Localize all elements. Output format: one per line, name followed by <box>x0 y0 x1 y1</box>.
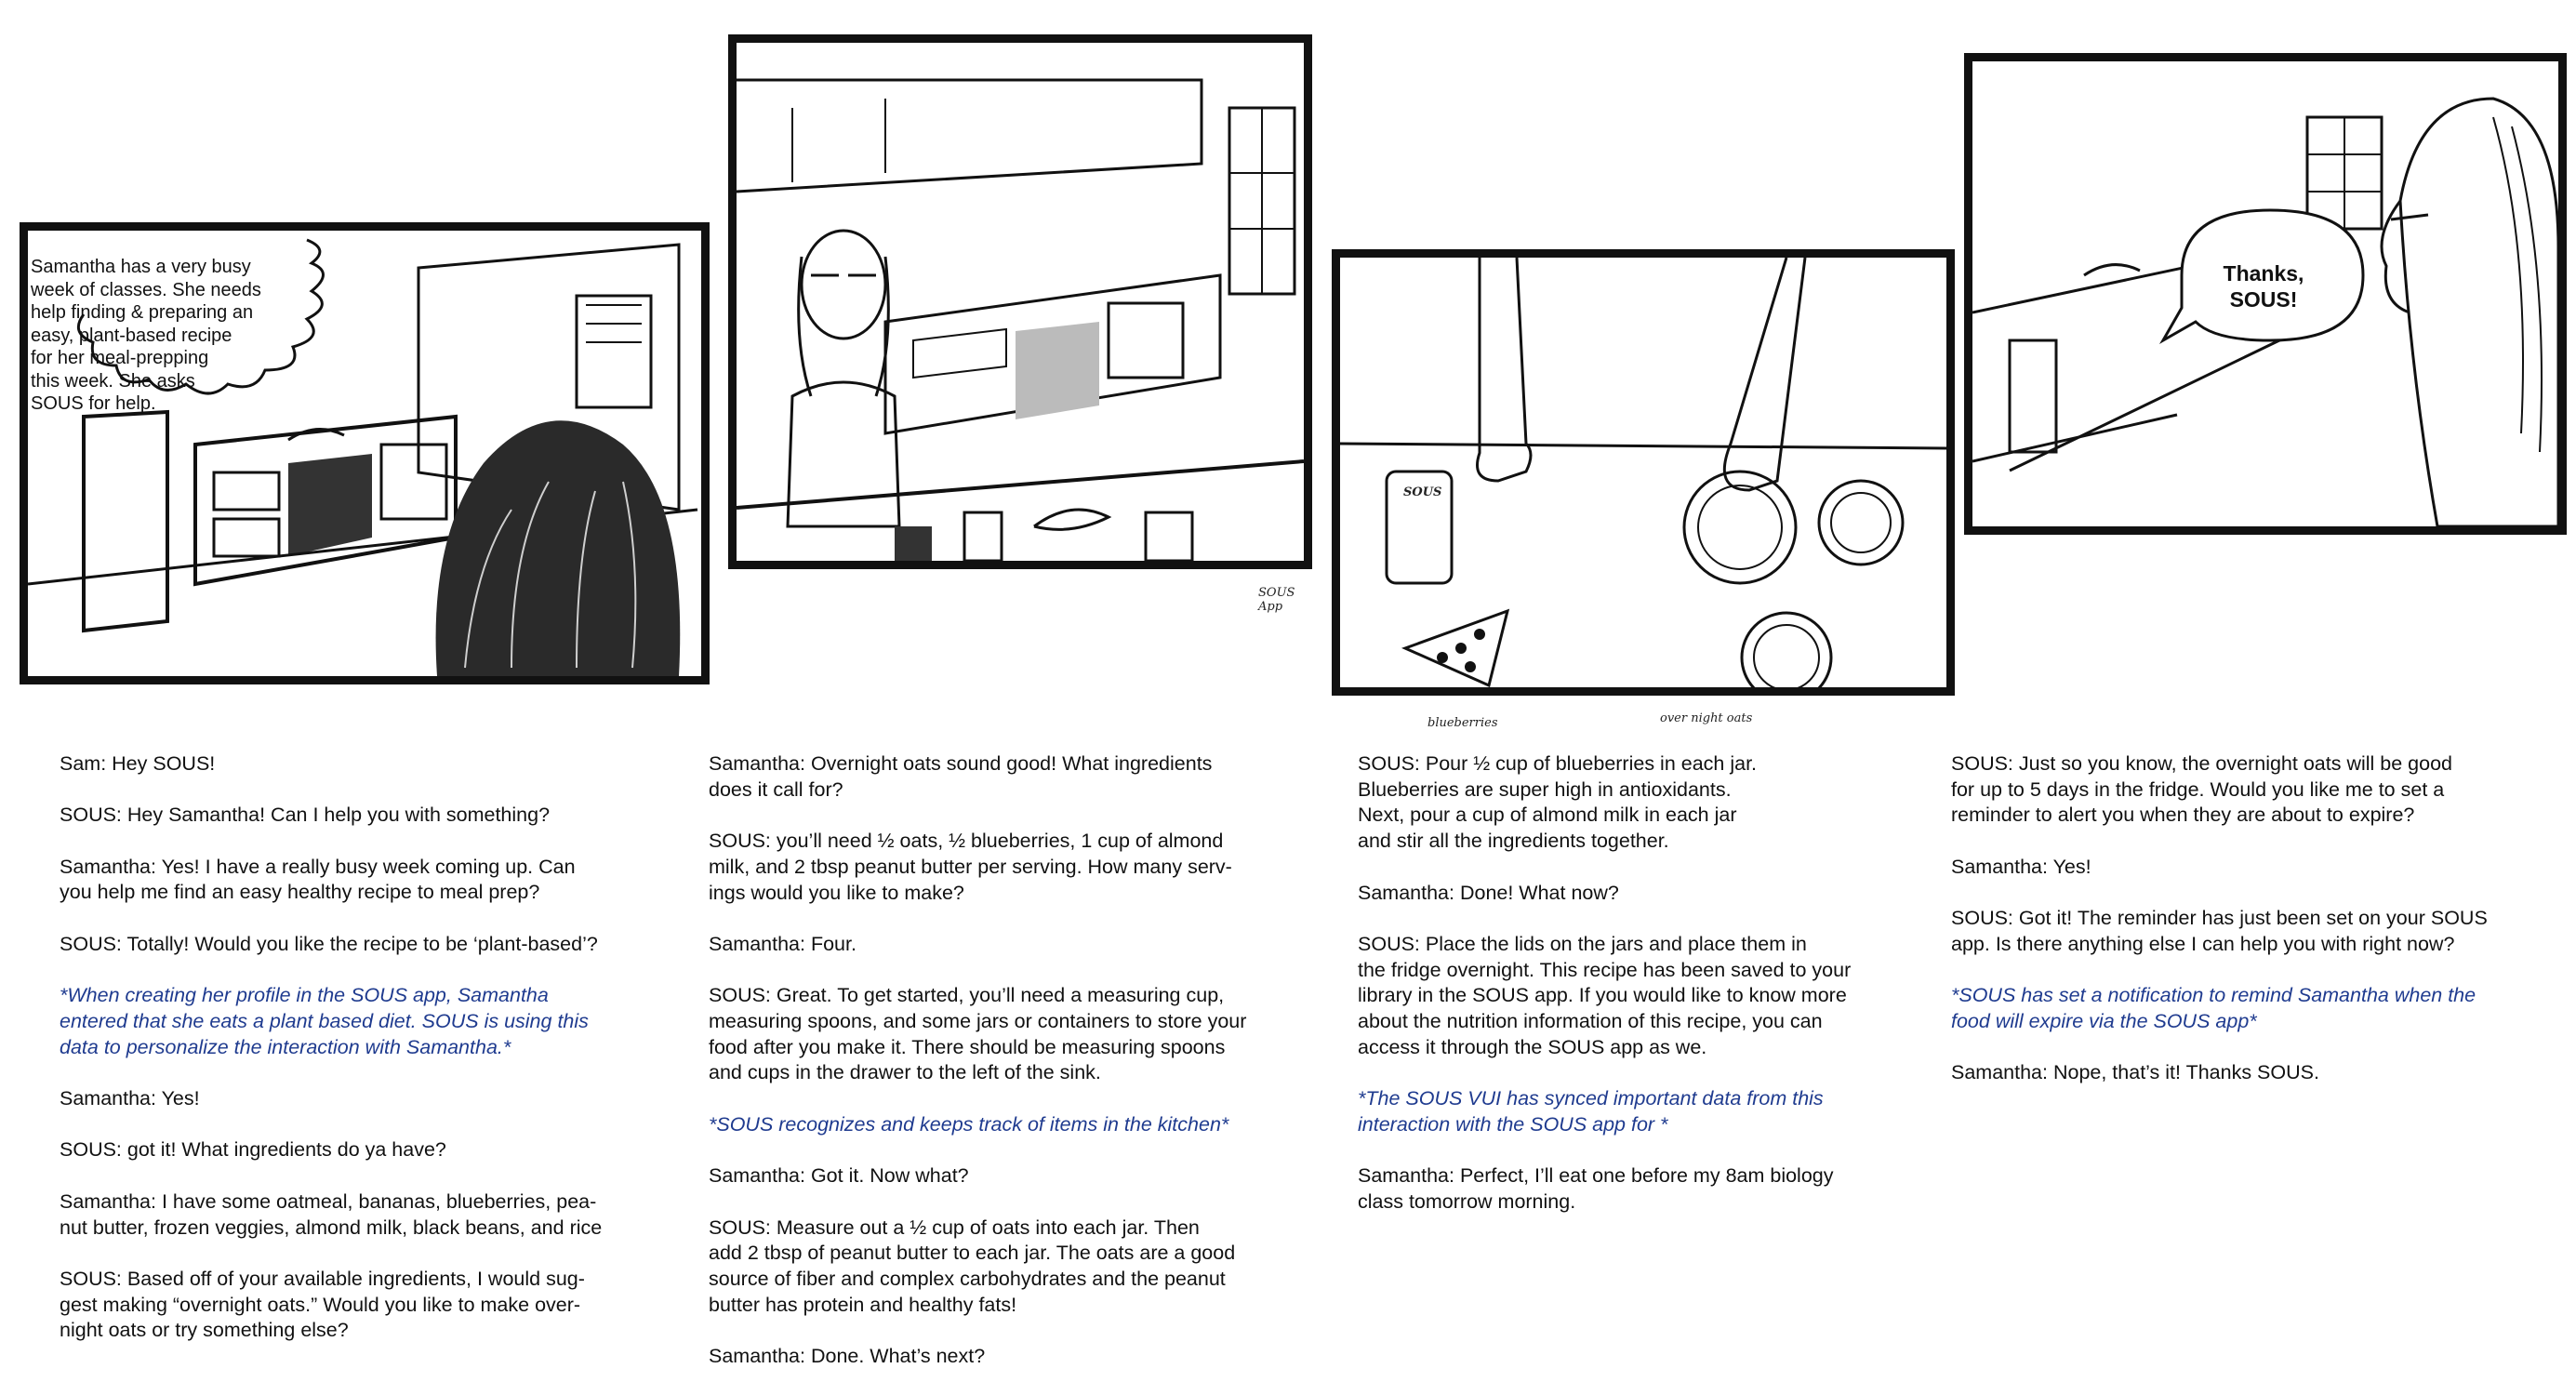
dialogue-line: Samantha: Perfect, I’ll eat one before my 8am biology class tomorrow morning. <box>1358 1164 1834 1213</box>
dialogue-line: Samantha: Yes! <box>60 1087 200 1110</box>
dialogue-line: SOUS: Hey Samantha! Can I help you with something? <box>60 804 551 827</box>
dialogue-column-2 <box>709 751 1304 1395</box>
narration-caption: Samantha has a very busy week of classes. She needs help finding & preparing an easy, plant-based recipe for her meal-prepping this week. She asks SOUS for help. <box>31 257 261 414</box>
speech-bubble-text: Thanks, SOUS! <box>2223 261 2304 312</box>
oats-jars-illustration <box>1340 258 1946 687</box>
dialogue-line: Samantha: Done. What’s next? <box>709 1345 986 1368</box>
system-note: *SOUS has set a notification to remind Samantha when the food will expire via the SOUS app* <box>1951 984 2476 1032</box>
dialogue-line: SOUS: Place the lids on the jars and place them in the fridge overnight. This recipe has been saved to your library in the SOUS app. If you would like to know more about the nutrition information of this recipe, you can access it through the SOUS app as we. <box>1358 932 1852 1058</box>
dialogue-line: SOUS: Great. To get started, you’ll need a measuring cup, measuring spoons, and some jars or containers to store your food after you make it. There should be measuring spoons and cups in the drawer to the left of the sink. <box>709 984 1247 1084</box>
kitchen-prep-illustration <box>737 43 1304 561</box>
dialogue-line: SOUS: got it! What ingredients do ya have? <box>60 1138 446 1162</box>
comic-panel-2 <box>728 34 1312 569</box>
dialogue-column-3 <box>1358 751 1916 1241</box>
dialogue-line: SOUS: Pour ½ cup of blueberries in each jar. Blueberries are super high in antioxidants. Next, pour a cup of almond milk in each jar and stir all the ingredients together. <box>1358 752 1758 853</box>
system-note: *SOUS recognizes and keeps track of items in the kitchen* <box>709 1112 1229 1136</box>
comic-panel-4 <box>1964 53 2567 535</box>
dialogue-line: Sam: Hey SOUS! <box>60 752 216 775</box>
phone-sous-label: SOUS <box>1403 485 1442 499</box>
system-note: *When creating her profile in the SOUS app, Samantha entered that she eats a plant based diet. SOUS is using this data to personalize the interaction with Samantha.* <box>60 984 589 1058</box>
dialogue-column-1 <box>60 751 673 1370</box>
dialogue-line: Samantha: Overnight oats sound good! What ingredients does it call for? <box>709 752 1213 801</box>
dialogue-column-4 <box>1951 751 2546 1112</box>
system-note: *The SOUS VUI has synced important data from this interaction with the SOUS app for * <box>1358 1087 1824 1136</box>
dialogue-line: Samantha: Got it. Now what? <box>709 1164 969 1188</box>
dialogue-line: Samantha: Yes! <box>1951 855 2091 878</box>
sous-app-annotation: SOUS App <box>1258 586 1295 614</box>
dialogue-line: Samantha: Done! What now? <box>1358 881 1619 904</box>
overnight-oats-annotation: over night oats <box>1660 711 1753 725</box>
dialogue-line: Samantha: Nope, that’s it! Thanks SOUS. <box>1951 1061 2319 1084</box>
comic-panel-3 <box>1332 249 1955 696</box>
comic-panel-1 <box>20 222 710 684</box>
dialogue-line: Samantha: I have some oatmeal, bananas, blueberries, pea- nut butter, frozen veggies, almond milk, black beans, and rice <box>60 1189 603 1239</box>
dialogue-line: SOUS: Totally! Would you like the recipe to be ‘plant-based’? <box>60 932 598 955</box>
dialogue-line: Samantha: Four. <box>709 932 856 955</box>
dialogue-line: SOUS: Got it! The reminder has just been set on your SOUS app. Is there anything else I can help you with right now? <box>1951 907 2488 955</box>
dialogue-line: SOUS: Measure out a ½ cup of oats into each jar. Then add 2 tbsp of peanut butter to each jar. The oats are a good source of fiber and complex carbohydrates and the peanut butter has protein and healthy fats! <box>709 1216 1236 1316</box>
dialogue-line: SOUS: Based off of your available ingredients, I would sug- gest making “overnight oats.” Would you like to make over- night oats or try something else? <box>60 1267 585 1342</box>
dialogue-line: Samantha: Yes! I have a really busy week coming up. Can you help me find an easy healthy recipe to meal prep? <box>60 855 576 904</box>
dialogue-line: SOUS: Just so you know, the overnight oats will be good for up to 5 days in the fridge. Would you like me to set a reminder to alert you when they are about to expire? <box>1951 752 2452 827</box>
dialogue-line: SOUS: you’ll need ½ oats, ½ blueberries, 1 cup of almond milk, and 2 tbsp peanut butter per serving. How many serv- ings would you like to make? <box>709 830 1232 904</box>
blueberries-annotation: blueberries <box>1427 716 1498 730</box>
